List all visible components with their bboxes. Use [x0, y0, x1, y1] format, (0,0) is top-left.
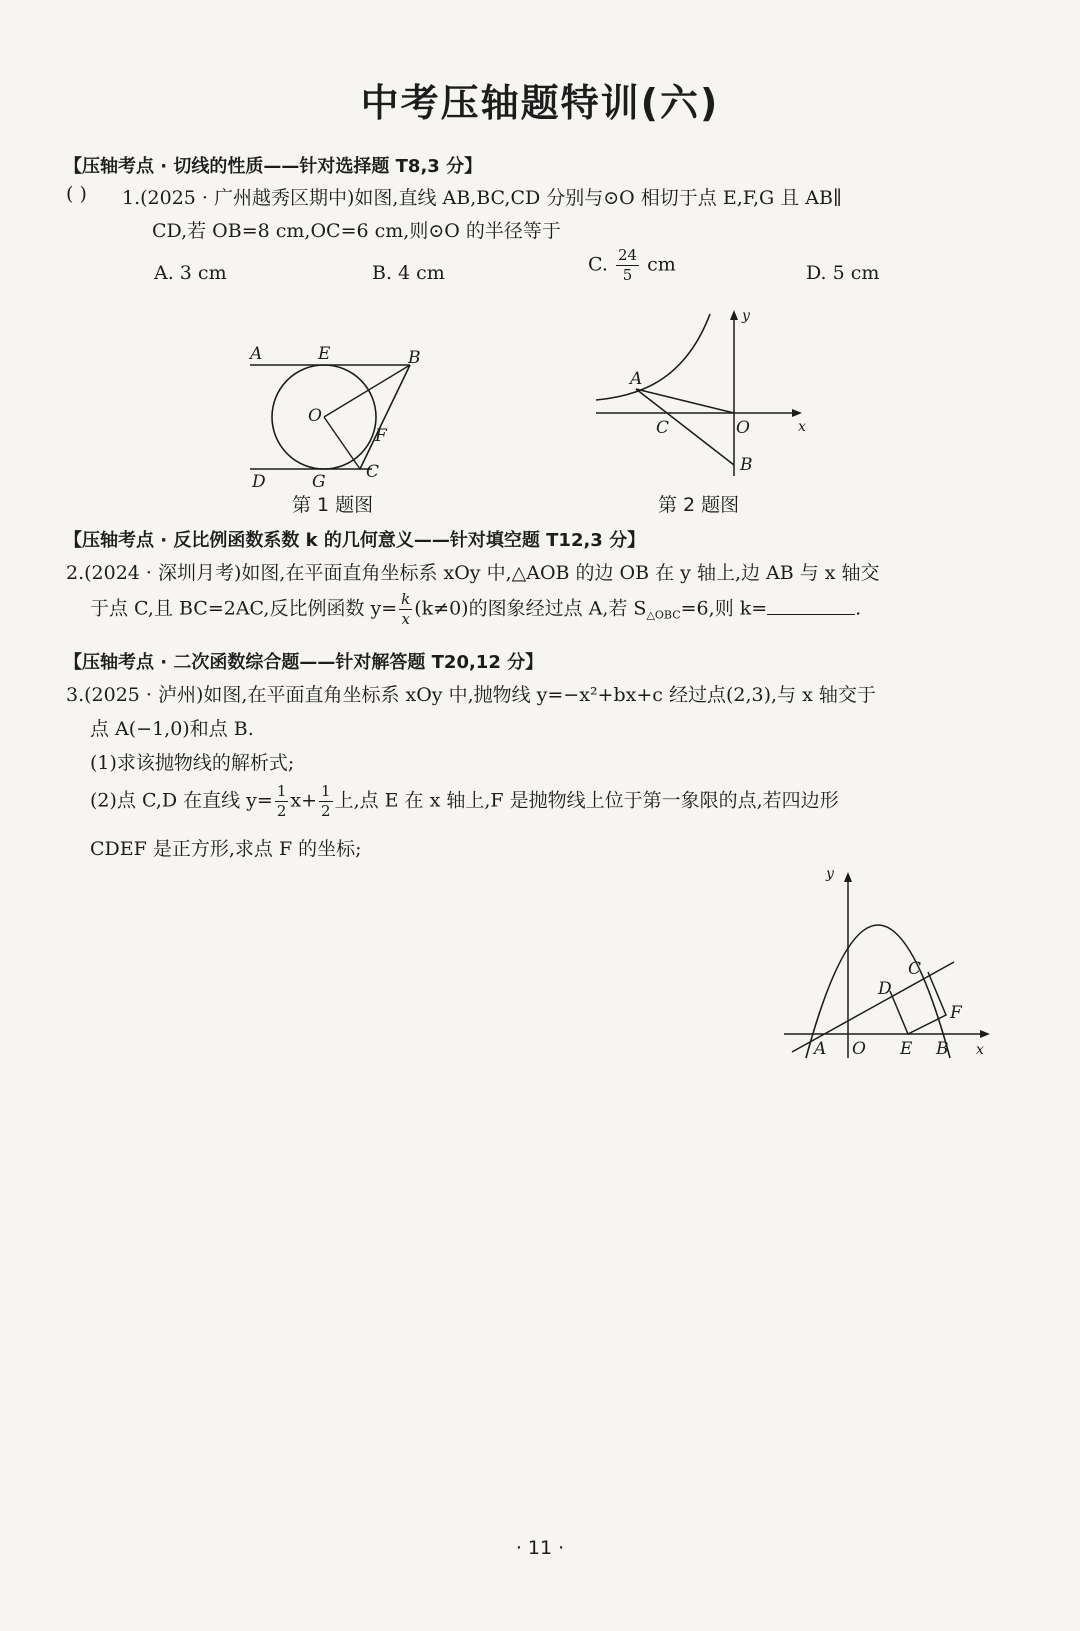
x-axis-arrow [792, 409, 802, 417]
label-g: G [312, 472, 326, 492]
label-o: O [852, 1039, 866, 1059]
label-a: A [250, 344, 263, 364]
label-f: F [950, 1003, 962, 1023]
segment-oc [324, 417, 360, 469]
q2-stem-line2: 于点 C,且 BC=2AC,反比例函数 y= $\frac{k}{x}$ (k≠0)的图象经过点 A,若 $S_{\triangle OBC}=6$,则 k= . [90, 590, 862, 628]
section-heading-2: 【压轴考点 · 反比例函数系数 k 的几何意义——针对填空题 T12,3 分】 [64, 530, 646, 551]
y-axis-arrow [844, 872, 852, 882]
x-axis-arrow [980, 1030, 990, 1038]
label-o: O [308, 406, 322, 426]
label-o: O [736, 418, 750, 438]
label-c: C [366, 462, 380, 482]
label-a: A [630, 369, 643, 389]
q3-stem-line1: 3.(2025 · 泸州)如图,在平面直角坐标系 xOy 中,抛物线 y=−x²+bx+c 经过点(2,3),与 x 轴交于 [66, 684, 876, 706]
q2-k-over-x: $\frac{k}{x}$ [401, 590, 411, 628]
figure-2-caption: 第 2 题图 [658, 494, 740, 516]
section-heading-3: 【压轴考点 · 二次函数综合题——针对解答题 T20,12 分】 [64, 652, 544, 673]
q3-part2-line1: (2)点 C,D 在直线 y= $\frac{1}{2}$ x+ $\frac{1}{2}$ 上,点 E 在 x 轴上,F 是抛物线上位于第一象限的点,若四边形 [90, 782, 839, 820]
y-axis-arrow [730, 310, 738, 320]
section-heading-1: 【压轴考点 · 切线的性质——针对选择题 T8,3 分】 [64, 156, 483, 177]
q2-answer-blank[interactable] [767, 613, 855, 615]
page-number: · 11 · [515, 1537, 565, 1559]
q1-option-b: B. 4 cm [372, 262, 445, 284]
page-title: 中考压轴题特训(六) [360, 81, 720, 125]
q3-half-fraction-2: $\frac{1}{2}$ [321, 782, 331, 820]
figure-3-parabola-square [778, 862, 998, 1067]
q1-stem-line2: CD,若 OB=8 cm,OC=6 cm,则⊙O 的半径等于 [152, 220, 561, 242]
figure-2-inverse-function [590, 300, 820, 490]
q3-stem-line2: 点 A(−1,0)和点 B. [90, 718, 254, 740]
label-b: B [740, 455, 753, 475]
label-x: x [976, 1042, 984, 1058]
q1-option-c-fraction: $\frac{24}{5}$ [617, 246, 638, 284]
label-b: B [408, 348, 421, 368]
q2-stem-line1: 2.(2024 · 深圳月考)如图,在平面直角坐标系 xOy 中,△AOB 的边 OB 在 y 轴上,边 AB 与 x 轴交 [66, 562, 880, 584]
q1-stem-line1: 1.(2025 · 广州越秀区期中)如图,直线 AB,BC,CD 分别与⊙O 相切于点 E,F,G 且 AB∥ [122, 187, 842, 209]
q1-answer-paren: ( ) [66, 183, 87, 205]
label-x: x [798, 419, 806, 435]
q3-half-fraction-1: $\frac{1}{2}$ [276, 782, 287, 820]
q3-part1: (1)求该抛物线的解析式; [90, 752, 295, 774]
q1-option-d: D. 5 cm [806, 262, 880, 284]
label-b: B [936, 1039, 949, 1059]
label-d: D [878, 979, 892, 999]
label-d: D [252, 472, 266, 492]
label-c: C [656, 418, 670, 438]
label-e: E [900, 1039, 913, 1059]
label-c: C [908, 959, 922, 979]
q3-part2-line2: CDEF 是正方形,求点 F 的坐标; [90, 838, 362, 860]
label-a: A [814, 1039, 827, 1059]
q1-option-a: A. 3 cm [154, 262, 227, 284]
label-y: y [826, 866, 834, 882]
label-e: E [318, 344, 331, 364]
hyperbola-curve [596, 314, 710, 400]
label-f: F [375, 426, 387, 446]
label-y: y [742, 308, 750, 324]
q1-option-c: C. $\frac{24}{5}$ cm [588, 246, 676, 284]
figure-1-circle-tangents [240, 335, 430, 495]
figure-1-caption: 第 1 题图 [292, 494, 374, 516]
